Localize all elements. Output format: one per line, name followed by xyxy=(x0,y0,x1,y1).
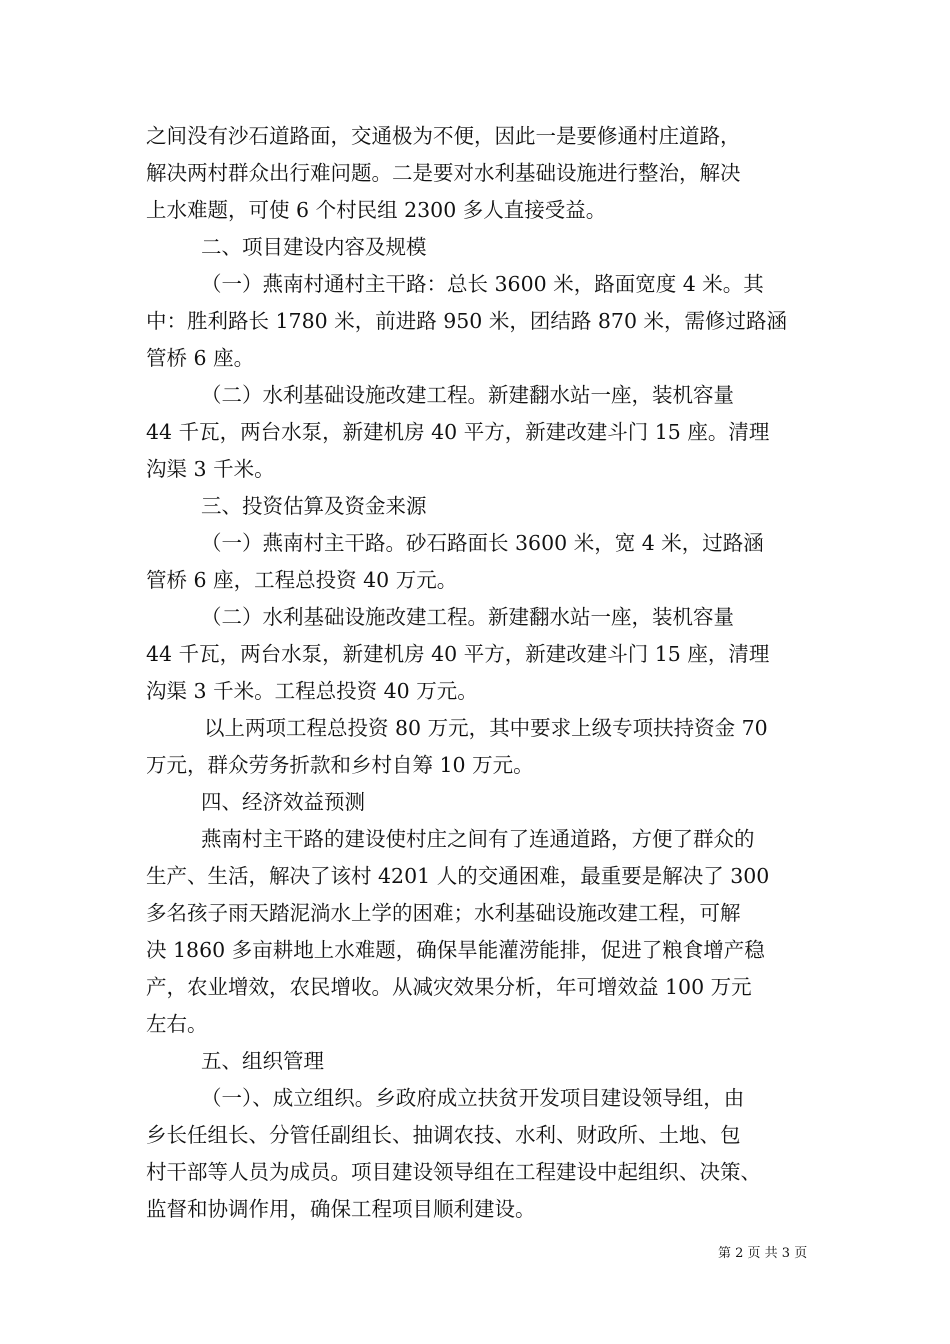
document-body xyxy=(146,118,810,1228)
paragraph-line: （二）水利基础设施改建工程。新建翻水站一座，装机容量 xyxy=(201,605,734,629)
paragraph-line: 左右。 xyxy=(146,1012,208,1036)
paragraph-line: 44 千瓦，两台水泵，新建机房 40 平方，新建改建斗门 15 座，清理 xyxy=(146,642,770,666)
paragraph-line: 监督和协调作用，确保工程项目顺利建设。 xyxy=(146,1197,536,1221)
paragraph-line: 沟渠 3 千米。工程总投资 40 万元。 xyxy=(146,679,478,703)
paragraph-line: 万元，群众劳务折款和乡村自筹 10 万元。 xyxy=(146,753,534,777)
paragraph-line: 上水难题，可使 6 个村民组 2300 多人直接受益。 xyxy=(146,198,607,222)
section-heading: 三、投资估算及资金来源 xyxy=(201,494,427,518)
paragraph-line: 乡长任组长、分管任副组长、抽调农技、水利、财政所、土地、包 xyxy=(146,1123,741,1147)
section-heading: 五、组织管理 xyxy=(201,1049,324,1073)
page-number-footer: 第 2 页 共 3 页 xyxy=(718,1246,808,1261)
paragraph-line: 解决两村群众出行难问题。二是要对水利基础设施进行整治，解决 xyxy=(146,161,741,185)
paragraph-line: （一）燕南村通村主干路：总长 3600 米，路面宽度 4 米。其 xyxy=(201,272,764,296)
paragraph-line: 管桥 6 座。 xyxy=(146,346,255,370)
paragraph-line: 村干部等人员为成员。项目建设领导组在工程建设中起组织、决策、 xyxy=(146,1160,761,1184)
section-heading: 二、项目建设内容及规模 xyxy=(201,235,427,259)
paragraph-line: 44 千瓦，两台水泵，新建机房 40 平方，新建改建斗门 15 座。清理 xyxy=(146,420,770,444)
paragraph-line: 决 1860 多亩耕地上水难题，确保旱能灌涝能排，促进了粮食增产稳 xyxy=(146,938,765,962)
paragraph-line: 以上两项工程总投资 80 万元，其中要求上级专项扶持资金 70 xyxy=(204,716,768,740)
paragraph-line: 多名孩子雨天踏泥淌水上学的困难；水利基础设施改建工程，可解 xyxy=(146,901,741,925)
paragraph-line: 燕南村主干路的建设使村庄之间有了连通道路，方便了群众的 xyxy=(201,827,755,851)
section-heading: 四、经济效益预测 xyxy=(201,790,365,814)
paragraph-line: 产，农业增效，农民增收。从减灾效果分析，年可增效益 100 万元 xyxy=(146,975,752,999)
paragraph-line: （二）水利基础设施改建工程。新建翻水站一座，装机容量 xyxy=(201,383,734,407)
paragraph-line: 沟渠 3 千米。 xyxy=(146,457,275,481)
paragraph-line: 之间没有沙石道路面，交通极为不便，因此一是要修通村庄道路， xyxy=(146,124,741,148)
paragraph-line: 中：胜利路长 1780 米，前进路 950 米，团结路 870 米，需修过路涵 xyxy=(146,309,788,333)
paragraph-line: 生产、生活，解决了该村 4201 人的交通困难，最重要是解决了 300 xyxy=(146,864,770,888)
paragraph-line: （一）燕南村主干路。砂石路面长 3600 米，宽 4 米，过路涵 xyxy=(201,531,764,555)
paragraph-line: 管桥 6 座，工程总投资 40 万元。 xyxy=(146,568,458,592)
paragraph-line: （一）、成立组织。乡政府成立扶贫开发项目建设领导组，由 xyxy=(201,1086,745,1110)
